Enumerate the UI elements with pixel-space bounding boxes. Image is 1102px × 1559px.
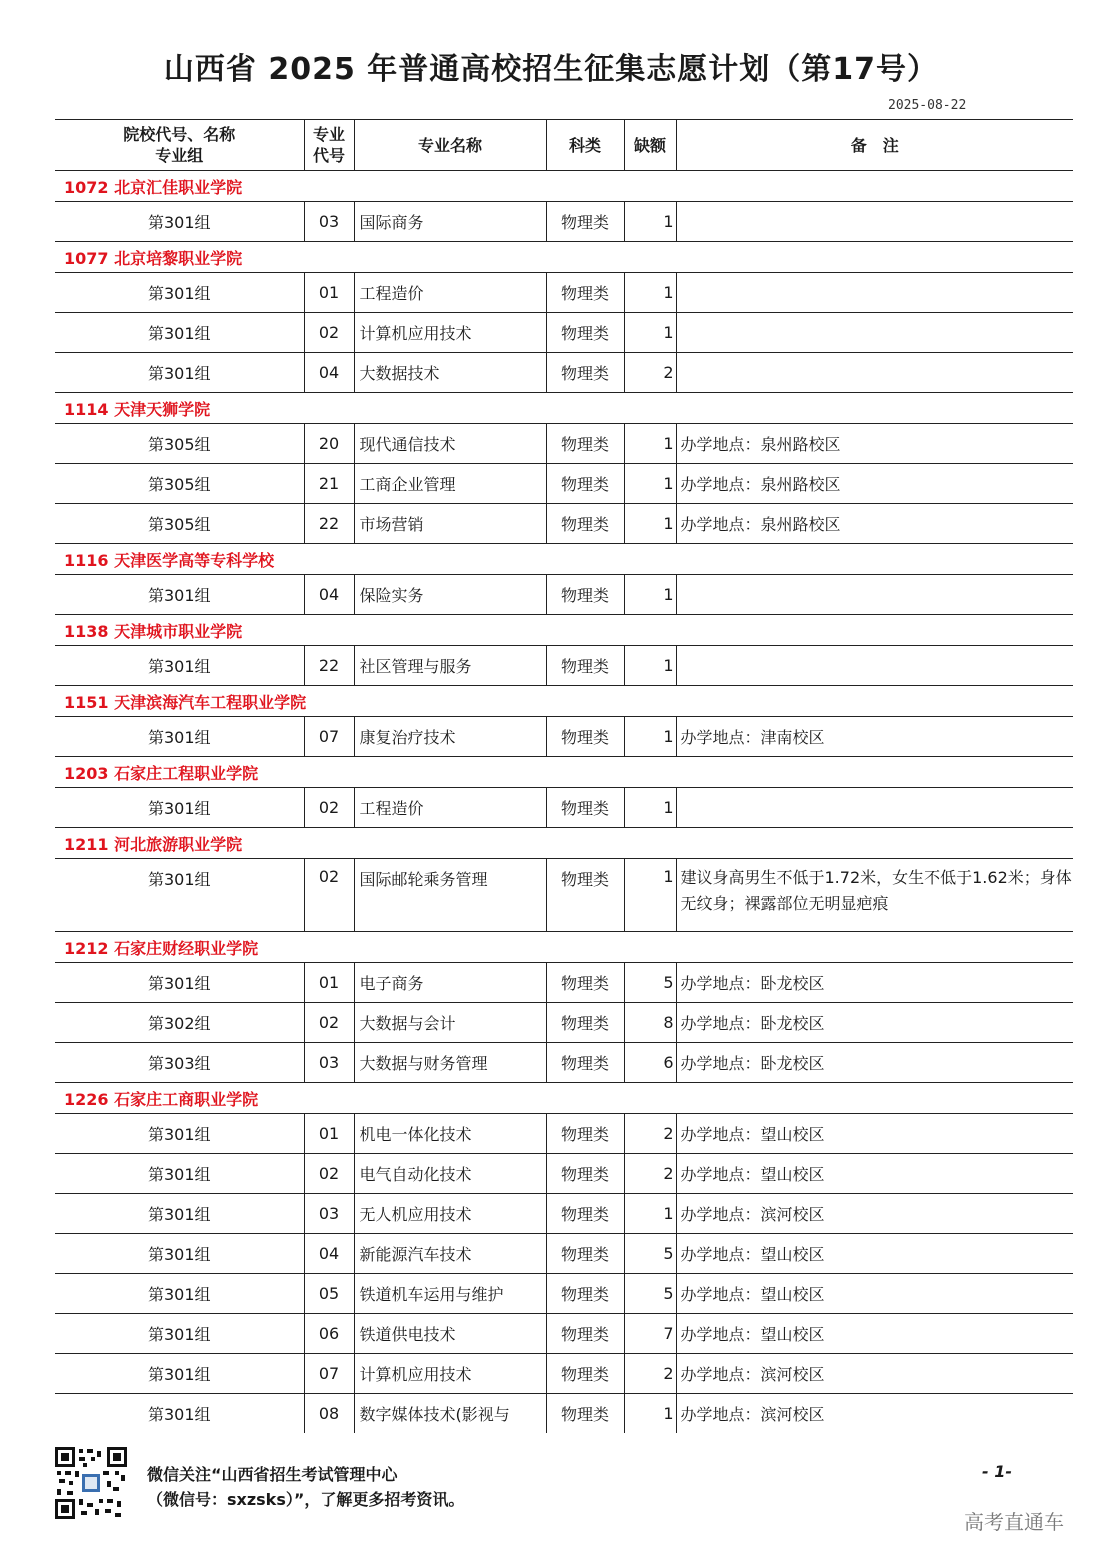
group-cell: 第301组 — [55, 646, 304, 686]
remarks-cell: 办学地点：望山校区 — [676, 1114, 1073, 1154]
school-header-row — [55, 828, 1073, 859]
major-name-cell: 市场营销 — [354, 504, 546, 544]
vacancy-cell: 2 — [624, 1154, 676, 1194]
group-cell: 第301组 — [55, 963, 304, 1003]
category-cell: 物理类 — [546, 424, 624, 464]
category-cell: 物理类 — [546, 1314, 624, 1354]
major-code-cell: 07 — [304, 717, 354, 757]
major-name-cell: 铁道机车运用与维护 — [354, 1274, 546, 1314]
major-name-cell: 新能源汽车技术 — [354, 1234, 546, 1274]
remarks-cell: 办学地点：望山校区 — [676, 1314, 1073, 1354]
group-cell: 第305组 — [55, 464, 304, 504]
header-school-group: 院校代号、名称 专业组 — [55, 120, 304, 171]
vacancy-cell: 5 — [624, 963, 676, 1003]
vacancy-cell: 1 — [624, 717, 676, 757]
school-name: 1138 天津城市职业学院 — [55, 615, 1073, 646]
major-code-cell: 04 — [304, 353, 354, 393]
remarks-cell — [676, 646, 1073, 686]
table-row — [55, 424, 1073, 464]
group-cell: 第301组 — [55, 1274, 304, 1314]
major-code-cell: 20 — [304, 424, 354, 464]
major-code-cell: 02 — [304, 788, 354, 828]
table-row — [55, 1274, 1073, 1314]
footer-wechat-note: 微信关注“山西省招生考试管理中心 （微信号：sxzsks）”，了解更多招考资讯。 — [147, 1465, 465, 1509]
group-cell: 第301组 — [55, 353, 304, 393]
remarks-cell: 办学地点：泉州路校区 — [676, 464, 1073, 504]
vacancy-cell: 1 — [624, 1394, 676, 1434]
group-cell: 第301组 — [55, 313, 304, 353]
table-row — [55, 717, 1073, 757]
major-name-cell: 工程造价 — [354, 273, 546, 313]
vacancy-cell: 1 — [624, 575, 676, 615]
major-code-cell: 07 — [304, 1354, 354, 1394]
school-name: 1211 河北旅游职业学院 — [55, 828, 1073, 859]
header-major-name: 专业名称 — [354, 120, 546, 171]
major-code-cell: 22 — [304, 504, 354, 544]
group-cell: 第301组 — [55, 1314, 304, 1354]
major-name-cell: 数字媒体技术(影视与 — [354, 1394, 546, 1434]
remarks-cell — [676, 353, 1073, 393]
school-header-row — [55, 393, 1073, 424]
vacancy-cell: 5 — [624, 1274, 676, 1314]
category-cell: 物理类 — [546, 1003, 624, 1043]
school-header-row — [55, 171, 1073, 202]
remarks-cell: 办学地点：望山校区 — [676, 1234, 1073, 1274]
group-cell: 第301组 — [55, 1354, 304, 1394]
table-header-row — [55, 120, 1073, 171]
school-name: 1151 天津滨海汽车工程职业学院 — [55, 686, 1073, 717]
group-cell: 第301组 — [55, 575, 304, 615]
major-name-cell: 国际邮轮乘务管理 — [354, 859, 546, 932]
remarks-cell: 办学地点：卧龙校区 — [676, 1043, 1073, 1083]
major-code-cell: 08 — [304, 1394, 354, 1434]
table-body — [55, 171, 1073, 1434]
major-code-cell: 02 — [304, 313, 354, 353]
remarks-cell — [676, 202, 1073, 242]
major-name-cell: 计算机应用技术 — [354, 313, 546, 353]
table-row — [55, 1003, 1073, 1043]
vacancy-cell: 2 — [624, 1354, 676, 1394]
major-name-cell: 大数据与会计 — [354, 1003, 546, 1043]
table-row — [55, 464, 1073, 504]
group-cell: 第301组 — [55, 1194, 304, 1234]
group-cell: 第301组 — [55, 273, 304, 313]
major-name-cell: 现代通信技术 — [354, 424, 546, 464]
school-name: 1072 北京汇佳职业学院 — [55, 171, 1073, 202]
category-cell: 物理类 — [546, 1354, 624, 1394]
vacancy-cell: 5 — [624, 1234, 676, 1274]
table-row — [55, 859, 1073, 932]
major-code-cell: 22 — [304, 646, 354, 686]
category-cell: 物理类 — [546, 1043, 624, 1083]
publish-date: 2025-08-22 — [888, 98, 967, 113]
major-code-cell: 02 — [304, 859, 354, 932]
major-name-cell: 无人机应用技术 — [354, 1194, 546, 1234]
school-name: 1212 石家庄财经职业学院 — [55, 932, 1073, 963]
group-cell: 第301组 — [55, 202, 304, 242]
major-code-cell: 02 — [304, 1003, 354, 1043]
remarks-cell: 办学地点：滨河校区 — [676, 1394, 1073, 1434]
remarks-cell: 办学地点：望山校区 — [676, 1274, 1073, 1314]
vacancy-cell: 1 — [624, 646, 676, 686]
major-name-cell: 工程造价 — [354, 788, 546, 828]
category-cell: 物理类 — [546, 717, 624, 757]
category-cell: 物理类 — [546, 1114, 624, 1154]
remarks-cell: 建议身高男生不低于1.72米，女生不低于1.62米；身体无纹身；裸露部位无明显疤痕 — [676, 859, 1073, 932]
major-name-cell: 铁道供电技术 — [354, 1314, 546, 1354]
category-cell: 物理类 — [546, 353, 624, 393]
remarks-cell — [676, 788, 1073, 828]
table-row — [55, 1194, 1073, 1234]
category-cell: 物理类 — [546, 859, 624, 932]
school-name: 1114 天津天狮学院 — [55, 393, 1073, 424]
vacancy-cell: 1 — [624, 273, 676, 313]
page-number: - 1- — [982, 1462, 1012, 1481]
school-header-row — [55, 544, 1073, 575]
header-major-code: 专业 代号 — [304, 120, 354, 171]
table-row — [55, 1394, 1073, 1434]
major-code-cell: 05 — [304, 1274, 354, 1314]
watermark: 高考直通车 — [964, 1510, 1064, 1534]
category-cell: 物理类 — [546, 273, 624, 313]
remarks-cell — [676, 313, 1073, 353]
category-cell: 物理类 — [546, 504, 624, 544]
vacancy-cell: 2 — [624, 1114, 676, 1154]
enrollment-plan-table — [55, 119, 1073, 1433]
qr-code-icon — [55, 1447, 127, 1519]
vacancy-cell: 1 — [624, 1194, 676, 1234]
table-row — [55, 1043, 1073, 1083]
group-cell: 第301组 — [55, 1114, 304, 1154]
major-code-cell: 03 — [304, 202, 354, 242]
remarks-cell: 办学地点：卧龙校区 — [676, 1003, 1073, 1043]
school-header-row — [55, 242, 1073, 273]
table-row — [55, 1114, 1073, 1154]
table-row — [55, 313, 1073, 353]
vacancy-cell: 1 — [624, 313, 676, 353]
category-cell: 物理类 — [546, 575, 624, 615]
major-code-cell: 01 — [304, 963, 354, 1003]
table-row — [55, 788, 1073, 828]
major-code-cell: 01 — [304, 273, 354, 313]
major-name-cell: 计算机应用技术 — [354, 1354, 546, 1394]
page-title: 山西省 2025 年普通高校招生征集志愿计划（第17号） — [163, 52, 939, 87]
vacancy-cell: 1 — [624, 504, 676, 544]
remarks-cell — [676, 575, 1073, 615]
major-code-cell: 03 — [304, 1194, 354, 1234]
group-cell: 第301组 — [55, 1154, 304, 1194]
group-cell: 第301组 — [55, 1234, 304, 1274]
remarks-cell: 办学地点：望山校区 — [676, 1154, 1073, 1194]
category-cell: 物理类 — [546, 464, 624, 504]
major-name-cell: 电子商务 — [354, 963, 546, 1003]
category-cell: 物理类 — [546, 1394, 624, 1434]
major-name-cell: 工商企业管理 — [354, 464, 546, 504]
remarks-cell — [676, 273, 1073, 313]
school-header-row — [55, 1083, 1073, 1114]
remarks-cell: 办学地点：泉州路校区 — [676, 504, 1073, 544]
remarks-cell: 办学地点：泉州路校区 — [676, 424, 1073, 464]
remarks-cell: 办学地点：滨河校区 — [676, 1354, 1073, 1394]
remarks-cell: 办学地点：滨河校区 — [676, 1194, 1073, 1234]
vacancy-cell: 1 — [624, 424, 676, 464]
group-cell: 第301组 — [55, 788, 304, 828]
major-code-cell: 03 — [304, 1043, 354, 1083]
vacancy-cell: 6 — [624, 1043, 676, 1083]
major-name-cell: 机电一体化技术 — [354, 1114, 546, 1154]
table-row — [55, 1234, 1073, 1274]
major-name-cell: 大数据技术 — [354, 353, 546, 393]
major-name-cell: 社区管理与服务 — [354, 646, 546, 686]
header-vacancy: 缺额 — [624, 120, 676, 171]
table-row — [55, 646, 1073, 686]
group-cell: 第305组 — [55, 504, 304, 544]
group-cell: 第301组 — [55, 859, 304, 932]
vacancy-cell: 1 — [624, 202, 676, 242]
school-header-row — [55, 615, 1073, 646]
school-header-row — [55, 932, 1073, 963]
remarks-cell: 办学地点：卧龙校区 — [676, 963, 1073, 1003]
school-header-row — [55, 757, 1073, 788]
vacancy-cell: 1 — [624, 859, 676, 932]
category-cell: 物理类 — [546, 202, 624, 242]
remarks-cell: 办学地点：津南校区 — [676, 717, 1073, 757]
table-row — [55, 202, 1073, 242]
category-cell: 物理类 — [546, 646, 624, 686]
category-cell: 物理类 — [546, 1154, 624, 1194]
major-name-cell: 电气自动化技术 — [354, 1154, 546, 1194]
category-cell: 物理类 — [546, 1274, 624, 1314]
table-row — [55, 963, 1073, 1003]
group-cell: 第303组 — [55, 1043, 304, 1083]
school-name: 1226 石家庄工商职业学院 — [55, 1083, 1073, 1114]
major-code-cell: 04 — [304, 1234, 354, 1274]
major-name-cell: 康复治疗技术 — [354, 717, 546, 757]
table-row — [55, 273, 1073, 313]
vacancy-cell: 8 — [624, 1003, 676, 1043]
table-row — [55, 1354, 1073, 1394]
major-code-cell: 06 — [304, 1314, 354, 1354]
school-name: 1077 北京培黎职业学院 — [55, 242, 1073, 273]
vacancy-cell: 1 — [624, 788, 676, 828]
school-name: 1116 天津医学高等专科学校 — [55, 544, 1073, 575]
category-cell: 物理类 — [546, 1234, 624, 1274]
category-cell: 物理类 — [546, 963, 624, 1003]
vacancy-cell: 2 — [624, 353, 676, 393]
vacancy-cell: 7 — [624, 1314, 676, 1354]
school-header-row — [55, 686, 1073, 717]
major-code-cell: 04 — [304, 575, 354, 615]
school-name: 1203 石家庄工程职业学院 — [55, 757, 1073, 788]
category-cell: 物理类 — [546, 1194, 624, 1234]
group-cell: 第301组 — [147, 1405, 211, 1424]
table-row — [55, 353, 1073, 393]
header-category: 科类 — [546, 120, 624, 171]
header-remarks: 备 注 — [676, 120, 1073, 171]
major-name-cell: 大数据与财务管理 — [354, 1043, 546, 1083]
group-cell: 第305组 — [55, 424, 304, 464]
vacancy-cell: 1 — [624, 464, 676, 504]
group-cell: 第302组 — [55, 1003, 304, 1043]
major-name-cell: 保险实务 — [354, 575, 546, 615]
major-code-cell: 01 — [304, 1114, 354, 1154]
major-code-cell: 21 — [304, 464, 354, 504]
major-name-cell: 国际商务 — [354, 202, 546, 242]
category-cell: 物理类 — [546, 788, 624, 828]
table-row — [55, 575, 1073, 615]
major-code-cell: 02 — [304, 1154, 354, 1194]
table-row — [55, 1154, 1073, 1194]
category-cell: 物理类 — [546, 313, 624, 353]
table-row — [55, 1314, 1073, 1354]
group-cell: 第301组 — [55, 717, 304, 757]
table-row — [55, 504, 1073, 544]
